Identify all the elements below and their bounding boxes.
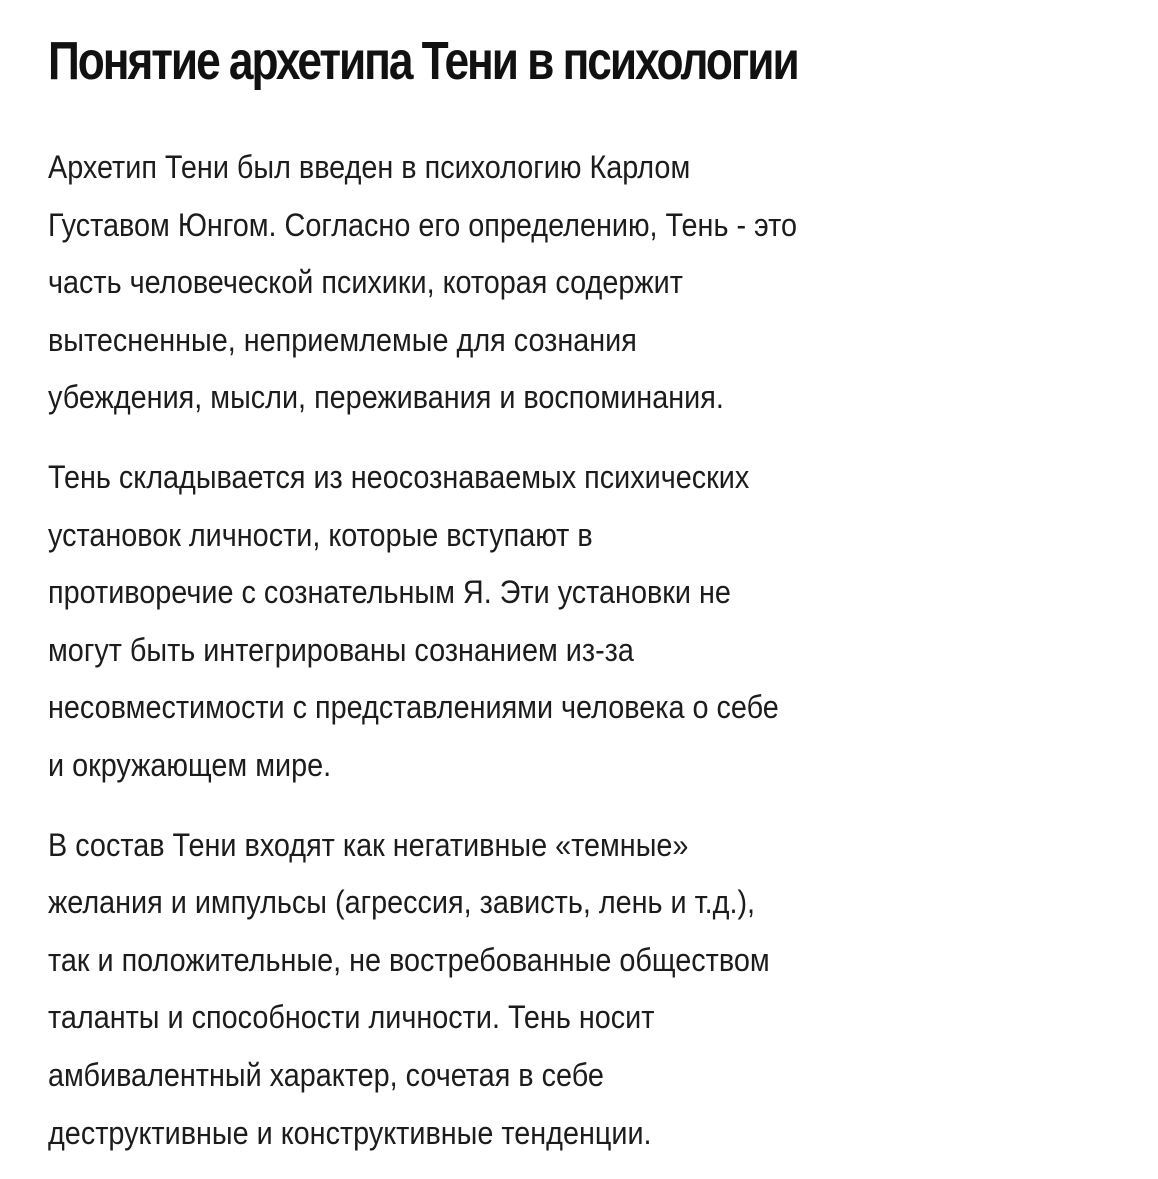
paragraph-line: и окружающем мире.	[48, 746, 332, 783]
paragraph-line: желания и импульсы (агрессия, зависть, лень и т.д.),	[48, 884, 756, 921]
paragraph-line: установок личности, которые вступают в	[48, 516, 593, 553]
paragraph-line: Архетип Тени был введен в психологию Карлом	[48, 149, 691, 185]
paragraph-line: противоречие с сознательным Я. Эти установки не	[48, 574, 731, 611]
paragraph-line: убеждения, мысли, переживания и воспоминания.	[48, 379, 724, 416]
paragraph-line: деструктивные и конструктивные тенденции.	[48, 1114, 652, 1151]
paragraph-2	[48, 449, 1108, 795]
paragraph-line: часть человеческой психики, которая содержит	[48, 264, 683, 301]
paragraph-line: Тень складывается из неосознаваемых психических	[48, 458, 750, 495]
paragraph-line: таланты и способности личности. Тень носит	[48, 999, 655, 1036]
article	[48, 22, 1108, 1162]
paragraph-line: несовместимости с представлениями человека о себе	[48, 689, 779, 726]
paragraph-line: могут быть интегрированы сознанием из-за	[48, 631, 634, 668]
paragraph-line: вытесненные, неприемлемые для сознания	[48, 321, 637, 358]
article-title: Понятие архетипа Тени в психологии	[48, 31, 798, 91]
paragraph-line: Густавом Юнгом. Согласно его определению, Тень - это	[48, 206, 797, 243]
paragraph-line: так и положительные, не востребованные обществом	[48, 941, 770, 978]
paragraph-3	[48, 817, 1108, 1163]
paragraph-line: В состав Тени входят как негативные «темные»	[48, 826, 689, 863]
paragraph-line: амбивалентный характер, сочетая в себе	[48, 1056, 604, 1093]
paragraph-1	[48, 139, 1108, 427]
